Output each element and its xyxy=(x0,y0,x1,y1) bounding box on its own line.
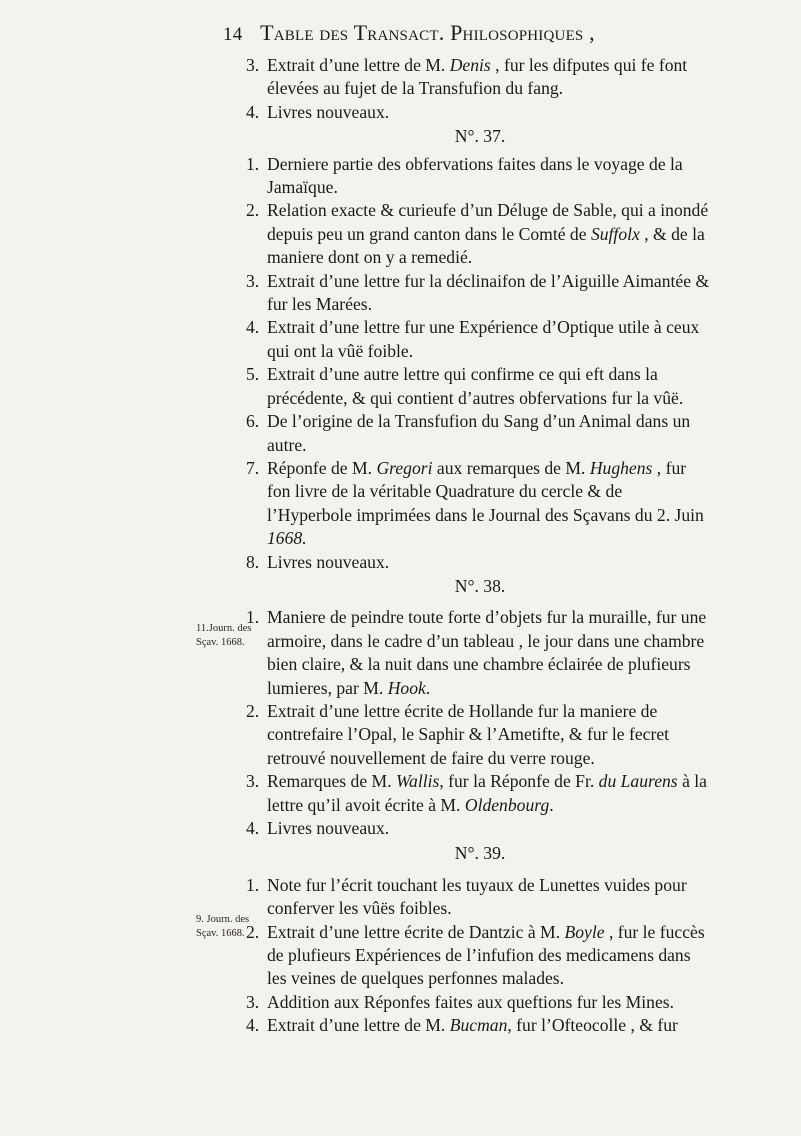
section-heading: N°. 38. xyxy=(454,575,506,596)
list-item: 4. Extrait d’une lettre fur une Expérience d’Optique utile à ceux qui ont la vûë foible. xyxy=(246,317,700,361)
list-item: 3. Extrait d’une lettre fur la déclinaifon de l’Aiguille Aimantée & fur les Marées. xyxy=(246,270,710,315)
margin-note-line: 9. Journ. des xyxy=(196,914,250,925)
list-item: 4. Extrait d’une lettre de M. Bucman, fur l’Ofteocolle , & fur xyxy=(246,1015,678,1036)
section-38 xyxy=(246,575,710,840)
list-item: 3. Extrait d’une lettre de M. Denis , fur les difputes qui fe font élevées au fujet de la Transfufion du fang. xyxy=(246,55,688,99)
list-item: 2. Extrait d’une lettre écrite de Dantzic à M. Boyle , fur le fuccès de plufieurs Expériences de l’infufion des medicamens dans les veines de quelques perfonnes malades. xyxy=(246,921,705,989)
list-item: 3. Remarques de M. Wallis, fur la Réponfe de Fr. du Laurens à la lettre qu’il avoit écrite à M. Oldenbourg. xyxy=(246,771,707,815)
list-item: 4. Livres nouveaux. xyxy=(246,818,390,838)
section-39 xyxy=(246,842,710,1037)
list-item: 3. Addition aux Réponfes faites aux queftions fur les Mines. xyxy=(246,991,675,1012)
page-number: 14 xyxy=(223,24,243,45)
list-item: 5. Extrait d’une autre lettre qui confirme ce qui eft dans la précédente, & qui contient d’autres obfervations fur la vûë. xyxy=(246,364,684,408)
list-item: 1. Maniere de peindre toute forte d’objets fur la muraille, fur une armoire, dans le cadre d’un tableau , le jour dans une chambre bien claire, & la nuit dans une chambre éclairée de plufieurs lumieres, par M. Hook. xyxy=(246,607,707,698)
margin-note-39 xyxy=(196,913,256,941)
section-heading: N°. 37. xyxy=(454,126,506,147)
margin-note-line: Sçav. 1668. xyxy=(196,637,245,648)
section-37 xyxy=(246,125,710,574)
margin-note-38 xyxy=(196,622,256,650)
list-item: 1. Derniere partie des obfervations faites dans le voyage de la Jamaïque. xyxy=(246,153,683,198)
list-item: 6. De l’origine de la Transfufion du Sang d’un Animal dans un autre. xyxy=(246,411,691,455)
list-item: 7. Réponfe de M. Gregori aux remarques de M. Hughens , fur fon livre de la véritable Quadrature du cercle & de l’Hyperbole imprimées dans le Journal des Sçavans du 2. Juin 1668. xyxy=(246,457,704,549)
list-item: 2. Extrait d’une lettre écrite de Hollande fur la maniere de contrefaire l’Opal, le Saphir & l’Ametifte, & fur le fecret retrouvé nouvellement de faire du verre rouge. xyxy=(246,700,670,768)
margin-note-line: Sçav. 1668. xyxy=(196,928,245,939)
header-title: Table des Transact. Philosophiques , xyxy=(260,20,595,45)
list-item: 2. Relation exacte & curieufe d’un Déluge de Sable, qui a inondé depuis peu un grand canton dans le Comté de Suffolx , & de la maniere dont on y a remedié. xyxy=(246,200,709,268)
list-item: 1. Note fur l’écrit touchant les tuyaux de Lunettes vuides pour conferver les vûës foibles. xyxy=(246,874,687,919)
list-item: 4. Livres nouveaux. xyxy=(246,101,390,122)
section-heading: N°. 39. xyxy=(454,843,506,864)
section-prev xyxy=(246,54,710,124)
margin-note-line: 11.Journ. des xyxy=(196,623,252,634)
table-body xyxy=(246,54,710,1038)
running-header xyxy=(223,20,703,46)
list-item: 8. Livres nouveaux. xyxy=(246,551,390,572)
